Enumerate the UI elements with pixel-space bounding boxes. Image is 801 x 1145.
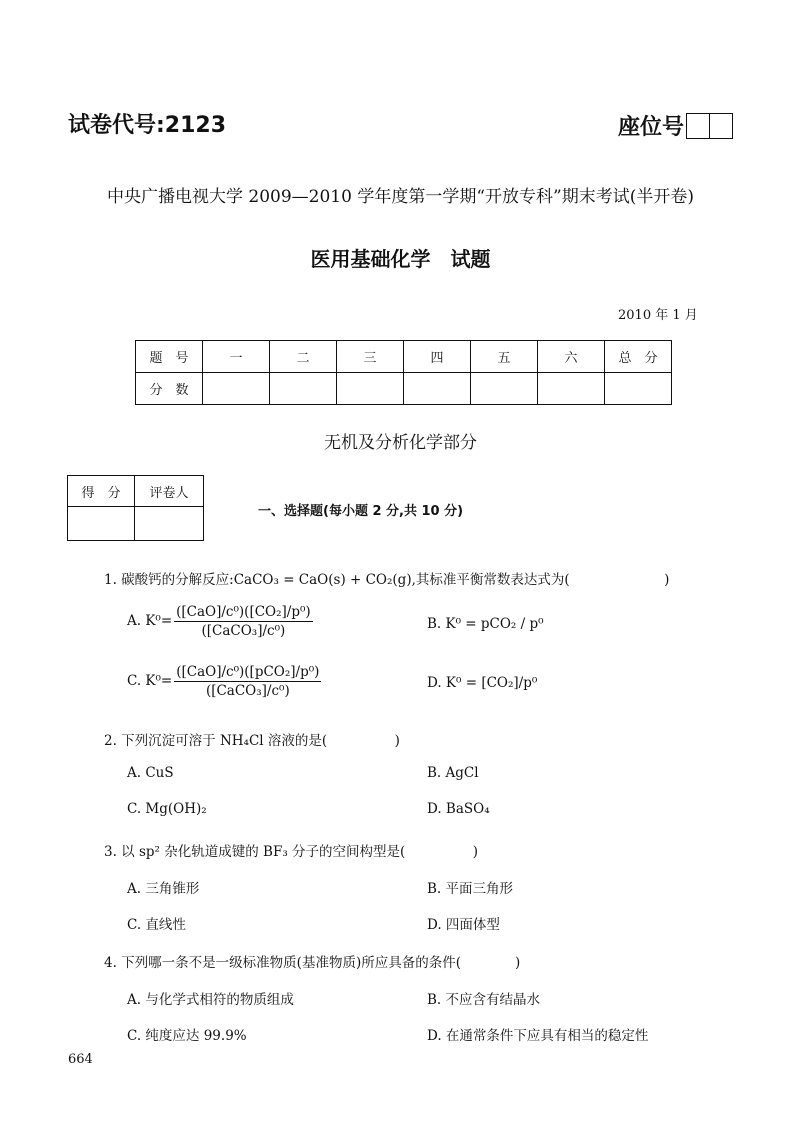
- exam-date: 2010 年 1 月: [618, 308, 698, 323]
- exam-code: 试卷代号:2123: [68, 113, 227, 138]
- fraction-denominator: ([CaCO₃]/c⁰): [201, 623, 286, 639]
- exam-title: 中央广播电视大学 2009—2010 学年度第一学期“开放专科”期末考试(半开卷): [107, 187, 694, 207]
- score-table-cell: 总 分: [605, 341, 672, 373]
- grader-name-entry[interactable]: [135, 507, 204, 541]
- score-entry-cell[interactable]: [404, 373, 471, 405]
- fraction: [174, 664, 321, 699]
- score-entry-cell[interactable]: [270, 373, 337, 405]
- seat-box[interactable]: [710, 113, 733, 139]
- fraction-numerator: ([CaO]/c⁰)([pCO₂]/p⁰): [176, 664, 320, 680]
- score-entry-cell[interactable]: [337, 373, 404, 405]
- score-entry-cell[interactable]: [538, 373, 605, 405]
- option-a[interactable]: A. CuS: [127, 765, 174, 781]
- option-d[interactable]: D. K⁰ = [CO₂]/p⁰: [427, 675, 538, 691]
- score-table-cell: 三: [337, 341, 404, 373]
- section-title: 无机及分析化学部分: [324, 433, 477, 453]
- grader-table: [67, 475, 204, 541]
- option-d[interactable]: D. BaSO₄: [427, 801, 490, 817]
- question-stem: 3. 以 sp² 杂化轨道成键的 BF₃ 分子的空间构型是( ): [104, 844, 479, 860]
- seat-box[interactable]: [686, 113, 710, 139]
- score-table-cell: 五: [471, 341, 538, 373]
- grader-score-entry[interactable]: [68, 507, 135, 541]
- page-number: 664: [68, 1052, 93, 1067]
- option-d[interactable]: D. 四面体型: [427, 917, 500, 933]
- seat-number: [618, 110, 733, 141]
- fraction-denominator: ([CaCO₃]/c⁰): [205, 683, 290, 699]
- option-label: A. K⁰=: [127, 613, 173, 629]
- score-table-cell: 六: [538, 341, 605, 373]
- option-label: C. K⁰=: [127, 673, 173, 689]
- option-b[interactable]: B. K⁰ = pCO₂ / p⁰: [427, 616, 544, 632]
- option-a[interactable]: A. 三角锥形: [127, 881, 200, 897]
- option-a[interactable]: [127, 604, 313, 639]
- option-c[interactable]: C. 纯度应达 99.9%: [127, 1028, 247, 1044]
- score-entry-cell[interactable]: [203, 373, 270, 405]
- score-table-cell: 题 号: [136, 341, 203, 373]
- part-heading: 一、选择题(每小题 2 分,共 10 分): [258, 504, 464, 519]
- seat-boxes[interactable]: [686, 113, 733, 139]
- score-table-value-row: [136, 373, 672, 405]
- option-c[interactable]: C. Mg(OH)₂: [127, 801, 207, 817]
- option-c[interactable]: C. 直线性: [127, 917, 186, 933]
- score-table-cell: 一: [203, 341, 270, 373]
- seat-label: 座位号: [618, 115, 685, 140]
- option-b[interactable]: B. 平面三角形: [427, 881, 514, 897]
- grader-score-label: 得 分: [68, 476, 135, 507]
- grader-name-label: 评卷人: [135, 476, 204, 507]
- option-b[interactable]: B. AgCl: [427, 765, 479, 781]
- score-table-header-row: [136, 341, 672, 373]
- subject-title: 医用基础化学 试题: [310, 247, 491, 271]
- score-table: [135, 340, 672, 405]
- question-stem: 1. 碳酸钙的分解反应:CaCO₃ = CaO(s) + CO₂(g),其标准平衡常数表达式为( ): [104, 572, 670, 588]
- question-stem: 2. 下列沉淀可溶于 NH₄Cl 溶液的是( ): [104, 733, 400, 749]
- score-table-cell: 分 数: [136, 373, 203, 405]
- fraction: [174, 604, 313, 639]
- option-a[interactable]: A. 与化学式相符的物质组成: [127, 992, 294, 1008]
- option-d[interactable]: D. 在通常条件下应具有相当的稳定性: [427, 1028, 649, 1044]
- score-table-cell: 二: [270, 341, 337, 373]
- score-entry-cell[interactable]: [471, 373, 538, 405]
- fraction-numerator: ([CaO]/c⁰)([CO₂]/p⁰): [176, 604, 311, 620]
- score-entry-cell[interactable]: [605, 373, 672, 405]
- option-b[interactable]: B. 不应含有结晶水: [427, 992, 541, 1008]
- question-stem: 4. 下列哪一条不是一级标准物质(基准物质)所应具备的条件( ): [104, 955, 521, 971]
- option-c[interactable]: [127, 664, 321, 699]
- score-table-cell: 四: [404, 341, 471, 373]
